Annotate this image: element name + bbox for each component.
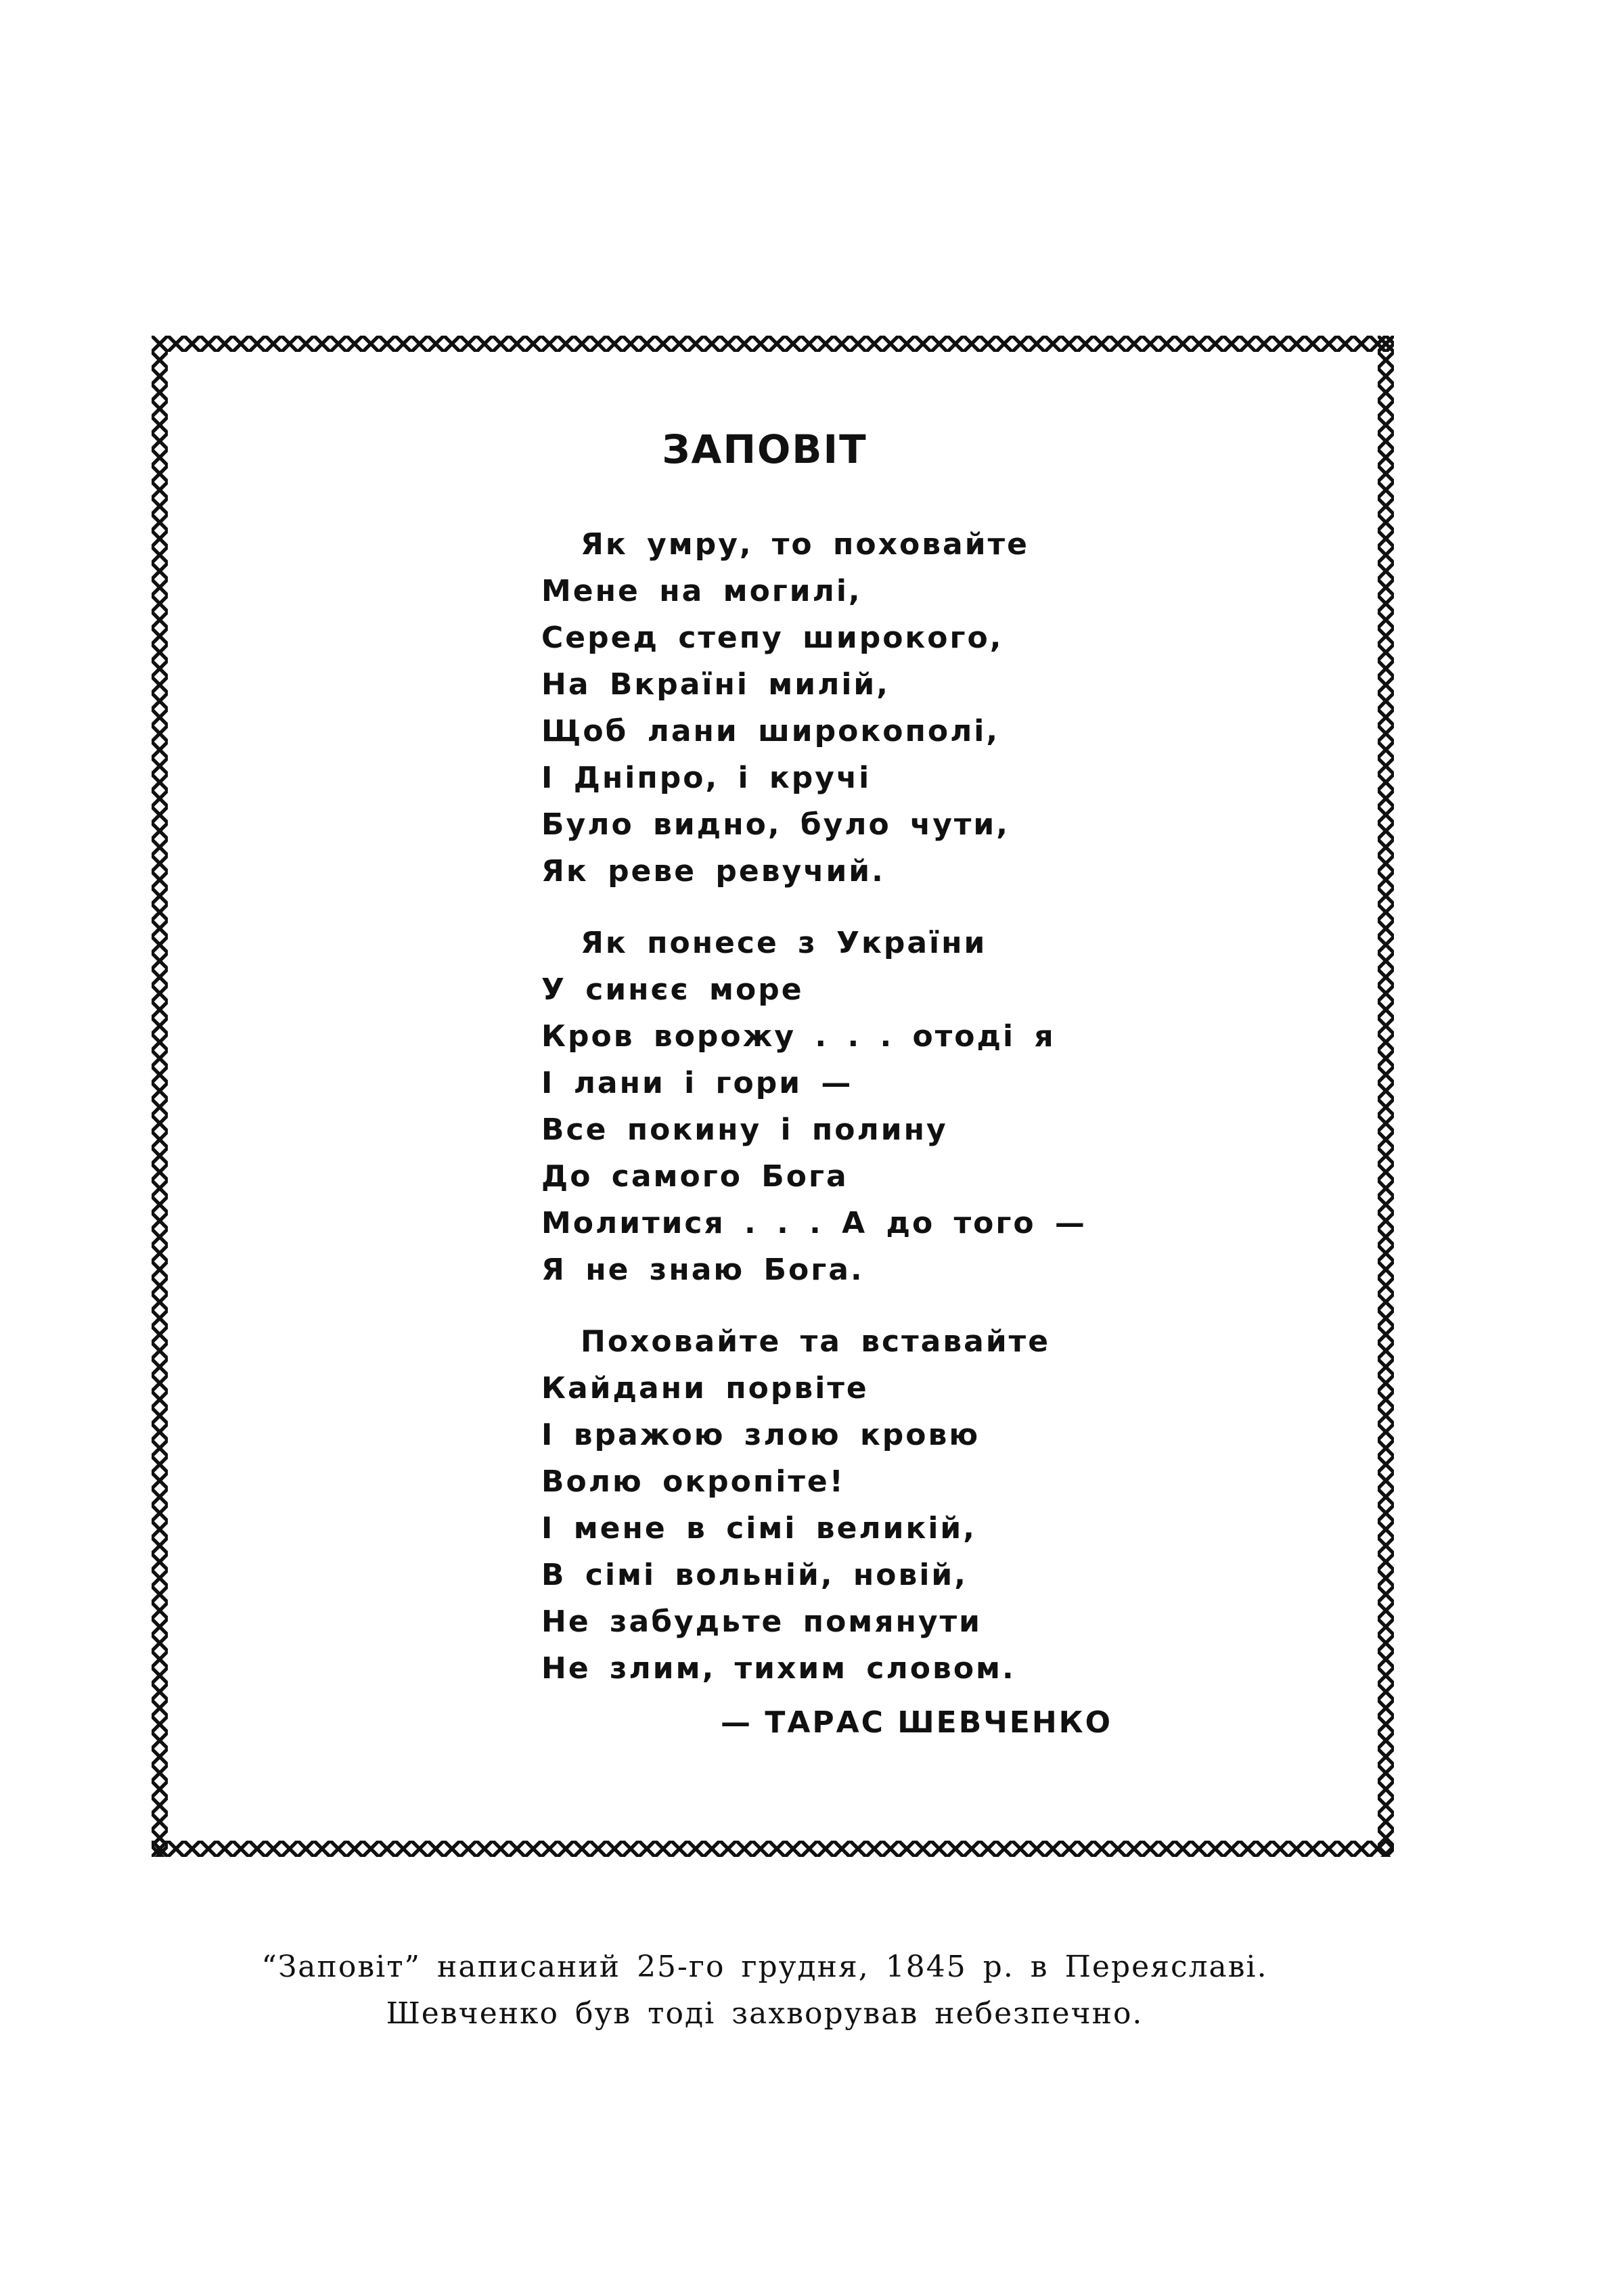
footnote-line: “Заповіт” написаний 25-го грудня, 1845 р. в Переяславі.	[261, 1950, 1268, 1984]
poem-line: І лани і гори —	[541, 1066, 853, 1100]
poem-line: Поховайте та вставайте	[581, 1324, 1051, 1359]
poem-body	[541, 521, 1320, 1717]
poem-line: Я не знаю Бога.	[541, 1253, 864, 1287]
ornamental-border-right	[1378, 336, 1394, 1857]
stanza-3	[541, 1318, 1320, 1692]
poem-line: Як умру, то поховайте	[581, 527, 1029, 562]
poem-line: І мене в сімі великій,	[541, 1511, 976, 1546]
poem-line: В сімі вольній, новій,	[541, 1558, 968, 1592]
stanza-2	[541, 920, 1320, 1293]
poem-line: Волю окропіте!	[541, 1464, 845, 1499]
poem-line: Все покину і полину	[541, 1113, 948, 1147]
footnote-line: Шевченко був тоді захворував небезпечно.	[386, 1996, 1144, 2031]
poem-line: Кайдани порвіте	[541, 1371, 869, 1406]
ornamental-border-top	[152, 336, 1394, 352]
poem-line: Було видно, було чути,	[541, 807, 1010, 842]
poem-line: Не забудьте помянути	[541, 1604, 982, 1639]
ornamental-border-bottom	[152, 1841, 1394, 1857]
footnote	[0, 1944, 1529, 2037]
poem-author: — ТАРАС ШЕВЧЕНКО	[721, 1705, 1113, 1740]
poem-line: Як реве ревучий.	[541, 854, 885, 889]
poem-line: У синєє море	[541, 972, 804, 1007]
poem-line: До самого Бога	[541, 1159, 849, 1194]
poem-line: Не злим, тихим словом.	[541, 1651, 1016, 1686]
poem-line: Щоб лани широкополі,	[541, 714, 1000, 748]
poem-title: ЗАПОВІТ	[662, 426, 867, 472]
poem-line: Кров ворожу . . . отоді я	[541, 1019, 1056, 1054]
ornamental-border-left	[152, 336, 168, 1857]
stanza-1	[541, 521, 1320, 895]
poem-line: І вражою злою кровю	[541, 1418, 980, 1452]
poem-line: Молитися . . . А до того —	[541, 1206, 1087, 1240]
poem-line: Мене на могилі,	[541, 574, 862, 608]
poem-line: На Вкраїні милій,	[541, 667, 890, 702]
poem-line: Серед степу широкого,	[541, 621, 1003, 655]
poem-line: Як понесе з України	[581, 926, 987, 960]
poem-line: І Дніпро, і кручі	[541, 761, 872, 795]
